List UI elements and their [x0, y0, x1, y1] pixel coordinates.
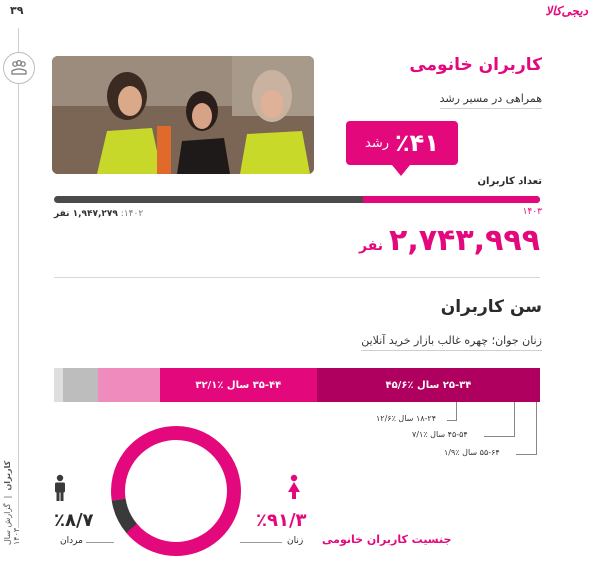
woman-icon — [286, 474, 302, 504]
users-group-icon — [3, 52, 35, 84]
current-year-label: ۱۴۰۳ — [522, 207, 542, 217]
age-segment-55-64 — [54, 368, 63, 402]
women-users-photo — [52, 56, 314, 174]
men-label: مردان — [60, 536, 83, 546]
leader-18-24 — [447, 402, 457, 421]
leader-45-54 — [484, 402, 515, 437]
growth-badge — [346, 121, 458, 165]
age-stacked-bar — [54, 368, 540, 402]
brand-logo: دیجی‌کالا — [545, 4, 588, 18]
growth-label: رشد — [365, 135, 390, 151]
users-progress-bar — [54, 196, 540, 203]
donut-men-arc — [106, 421, 246, 561]
growth-badge-tail — [392, 165, 410, 176]
man-icon — [52, 474, 68, 506]
donut-women-arc — [110, 425, 242, 557]
gender-title: جنسیت کاربران خانومی — [322, 533, 452, 546]
women-label: زنان — [287, 536, 304, 546]
report-side-label: کاربران | گزارش سال ۱۴۰۳ — [3, 460, 21, 545]
page-number: ۳۹ — [10, 4, 24, 17]
age-segment-35-44: ۳۵-۴۴ سال ٪۳۲/۱ — [160, 368, 317, 402]
rail-line — [18, 28, 19, 528]
users-progress-fill — [363, 196, 540, 203]
users-subtitle: همراهی در مسیر رشد — [440, 92, 542, 109]
men-percent: ٪۸/۷ — [54, 510, 94, 531]
age-label-18-24: ۱۸-۲۴ سال ٪۱۲/۶ — [376, 414, 437, 423]
section-divider — [54, 277, 540, 278]
gender-donut-chart — [106, 421, 246, 561]
age-label-55-64: ۵۵-۶۴ سال ٪۱/۹ — [444, 448, 500, 457]
previous-year-value: ۱۴۰۲: ۱,۹۴۷,۲۷۹ نفر — [54, 209, 144, 219]
age-segment-45-54 — [63, 368, 98, 402]
age-segment-25-34: ۲۵-۳۴ سال ٪۴۵/۶ — [317, 368, 540, 402]
women-leader — [240, 542, 282, 543]
leader-55-64 — [516, 402, 537, 455]
users-count-label: تعداد کاربران — [477, 176, 542, 187]
users-title: کاربران خانومی — [409, 55, 542, 75]
current-users-value: ۲,۷۴۳,۹۹۹ نفر — [358, 223, 540, 258]
growth-percent: ٪۴۱ — [395, 129, 439, 157]
age-subtitle: زنان جوان؛ چهره غالب بازار خرید آنلاین — [361, 334, 542, 351]
men-leader — [86, 542, 114, 543]
women-percent: ٪۹۱/۳ — [256, 510, 307, 531]
age-label-45-54: ۴۵-۵۴ سال ٪۷/۱ — [412, 430, 468, 439]
age-title: سن کاربران — [440, 297, 542, 317]
age-segment-18-24 — [98, 368, 160, 402]
